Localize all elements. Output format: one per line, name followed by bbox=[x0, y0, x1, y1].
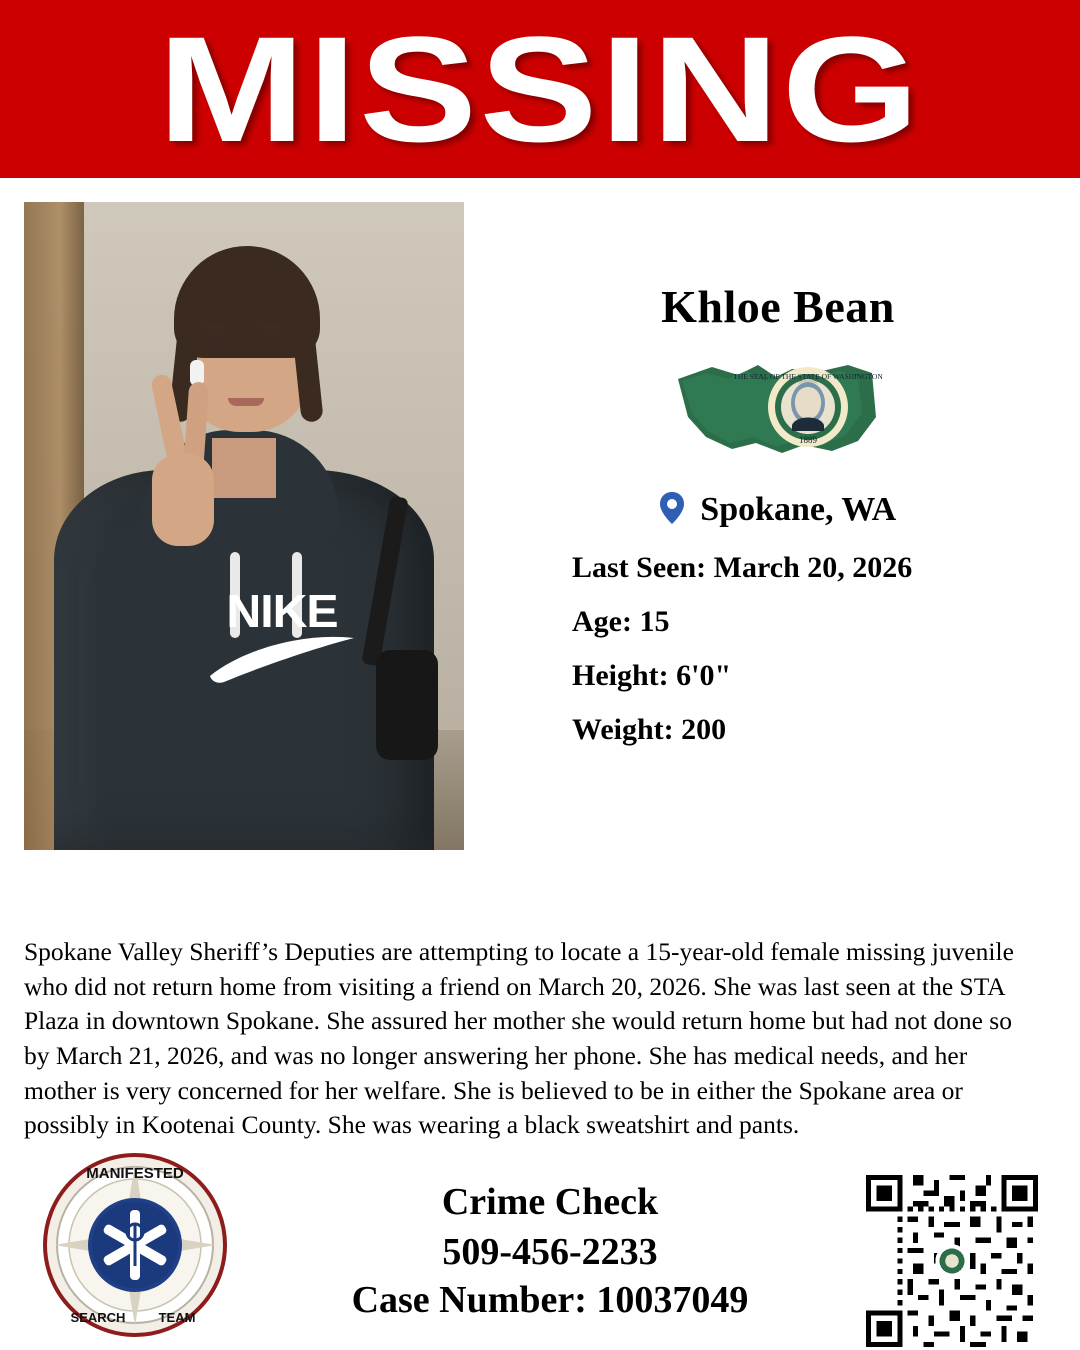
photo-hand bbox=[152, 454, 214, 546]
case-number: Case Number: 10037049 bbox=[351, 1279, 749, 1321]
svg-text:MANIFESTED: MANIFESTED bbox=[86, 1165, 184, 1182]
washington-state-flag-icon bbox=[672, 355, 884, 463]
person-name: Khloe Bean bbox=[661, 281, 895, 332]
state-flag-container bbox=[500, 355, 1056, 463]
detail-height: Height: 6'0" bbox=[572, 659, 732, 692]
photo-bag bbox=[376, 650, 438, 760]
person-info-panel bbox=[500, 280, 1056, 767]
svg-text:1889: 1889 bbox=[799, 435, 817, 445]
missing-person-photo bbox=[24, 202, 464, 850]
nike-wordmark bbox=[202, 584, 362, 638]
missing-banner bbox=[0, 0, 1080, 178]
contact-title: Crime Check bbox=[441, 1181, 659, 1223]
photo-eye-left bbox=[204, 338, 226, 347]
case-narrative: Spokane Valley Sheriff’s Deputies are attempting to locate a 15-year-old female missing juvenile who did not return home from visiting a friend on March 20, 2026. She was last seen at the STA Plaza in downtown Spokane. She assured her mother she would return home but had not done so by March 21, 2026, and was no longer answering her phone. She has medical needs, and her mother is very concerned for her welfare. She is believed to be in either the Spokane area or possibly in Kootenai County. She was wearing a black sweatshirt and pants. bbox=[24, 937, 1014, 1140]
nike-wordmark-text: NIKE bbox=[226, 585, 338, 637]
photo-mouth bbox=[228, 398, 264, 406]
svg-text:THE SEAL OF THE STATE OF WASHI: THE SEAL OF THE STATE OF WASHINGTON bbox=[733, 372, 883, 381]
photo-eye-right bbox=[260, 338, 282, 347]
page-title: MISSING bbox=[158, 5, 922, 173]
svg-text:TEAM: TEAM bbox=[158, 1310, 196, 1325]
contact-block bbox=[280, 1180, 820, 1322]
detail-last-seen: Last Seen: March 20, 2026 bbox=[572, 551, 913, 584]
location-text: Spokane, WA bbox=[700, 491, 897, 528]
svg-text:SEARCH: SEARCH bbox=[70, 1310, 126, 1325]
photo-neck bbox=[212, 438, 276, 498]
photo-eyebrow-right bbox=[256, 324, 284, 330]
qr-code[interactable] bbox=[866, 1175, 1038, 1347]
detail-age: Age: 15 bbox=[572, 605, 670, 638]
photo-eyebrow-left bbox=[200, 324, 228, 330]
map-pin-icon bbox=[660, 492, 684, 533]
nike-swoosh-icon bbox=[206, 636, 358, 684]
manifested-search-team-logo bbox=[42, 1152, 228, 1338]
contact-phone[interactable]: 509-456-2233 bbox=[442, 1231, 658, 1273]
location-line bbox=[500, 491, 1056, 533]
detail-weight: Weight: 200 bbox=[572, 713, 727, 746]
